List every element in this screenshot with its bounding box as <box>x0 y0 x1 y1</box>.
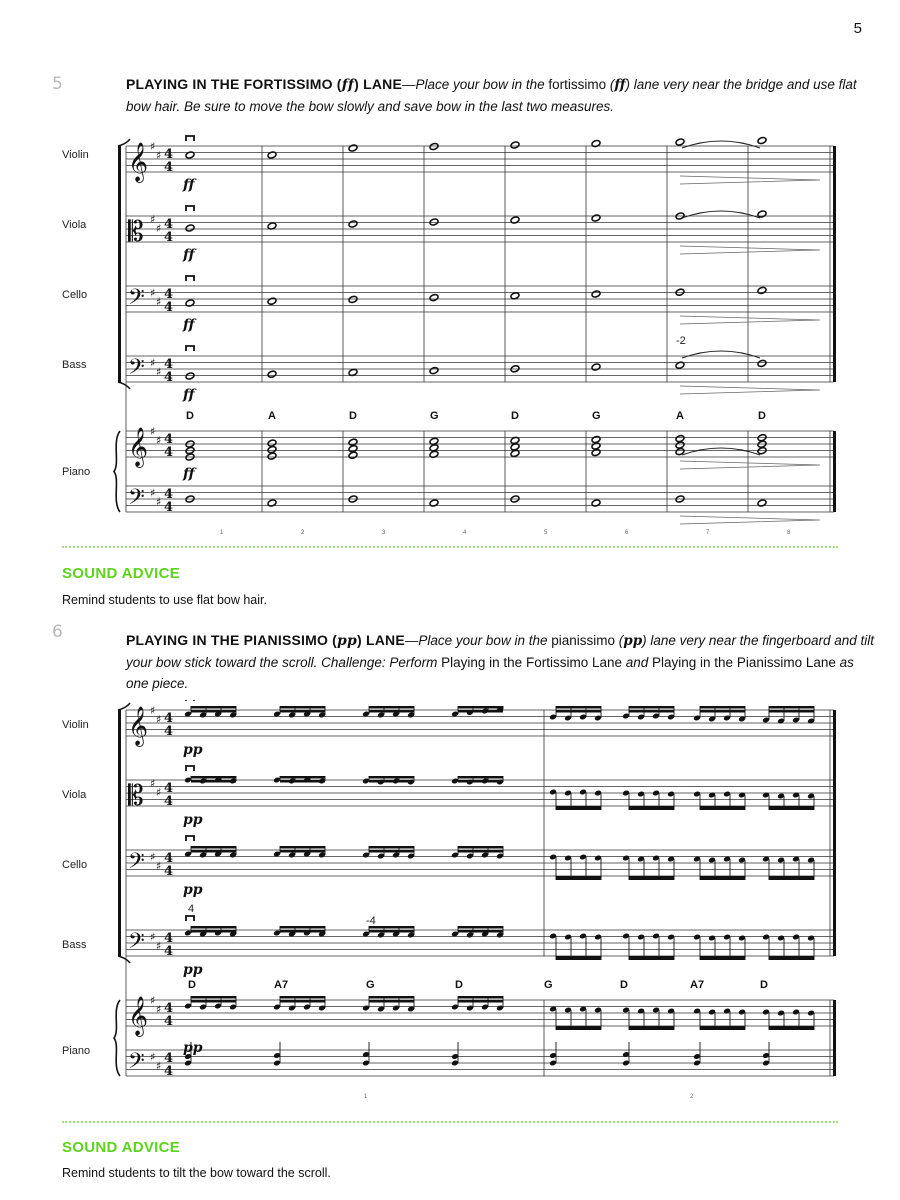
bass-clef: 𝄢 <box>128 1049 145 1079</box>
note-beam <box>700 956 745 959</box>
note-beam <box>700 706 745 709</box>
sharp-c: ♯ <box>156 859 162 873</box>
time-sig-top: 4 <box>164 217 174 232</box>
whole-note <box>675 435 685 443</box>
note-beam <box>369 706 414 709</box>
bass-clef: 𝄢 <box>128 485 145 515</box>
note-beam <box>280 1000 325 1003</box>
final-barline <box>833 431 836 512</box>
note-beam <box>458 930 503 933</box>
down-bow-icon <box>186 136 194 141</box>
time-sig-bottom: 4 <box>164 864 174 879</box>
whole-note <box>510 141 520 149</box>
dynamic-marking: pp <box>183 962 203 978</box>
note-beam <box>369 846 414 849</box>
exercise-6-number: 6 <box>52 622 63 642</box>
note-beam <box>700 710 745 713</box>
time-sig-bottom: 4 <box>164 160 174 175</box>
time-sig-top: 4 <box>164 711 174 726</box>
bass-clef: 𝄢 <box>128 929 145 959</box>
time-sig-top: 4 <box>164 357 174 372</box>
decrescendo-hairpin <box>680 316 820 324</box>
whole-note <box>675 138 685 146</box>
treble-clef: 𝄞 <box>128 142 149 182</box>
chord-symbol: A <box>268 410 276 422</box>
dynamic-marking: ff <box>183 177 195 193</box>
alto-clef: 𝄡 <box>128 779 144 812</box>
note-beam <box>458 1000 503 1003</box>
bass-clef: 𝄢 <box>128 849 145 879</box>
dynamic-marking: pp <box>183 882 203 898</box>
time-sig-top: 4 <box>164 781 174 796</box>
instrument-label-bass: Bass <box>62 359 87 371</box>
measure-number: 8 <box>787 530 791 536</box>
note-beam <box>629 956 674 959</box>
time-sig-top: 4 <box>164 287 174 302</box>
instrument-label-cello: Cello <box>62 289 88 301</box>
piano-brace <box>114 1000 120 1076</box>
fingering-number: -4 <box>366 915 376 927</box>
note-beam <box>369 850 414 853</box>
measure-number: 2 <box>690 1094 694 1100</box>
down-bow-icon <box>186 276 194 281</box>
note-beam <box>700 876 745 879</box>
piano-brace <box>114 431 120 512</box>
whole-note <box>185 372 195 380</box>
note-beam <box>191 996 236 999</box>
note-beam <box>458 706 503 709</box>
sharp-f: ♯ <box>150 930 156 944</box>
string-bracket <box>118 710 121 956</box>
chord-symbol: D <box>620 979 628 991</box>
exercise-6-score <box>0 700 900 1120</box>
final-barline <box>833 146 836 382</box>
instrument-label-cello: Cello <box>62 859 88 871</box>
exercise-6-description: —Place your bow in the pianissimo (pp) lane very near the fingerboard and tilt your bow stick toward the scroll. Challenge: Perform Playing in the Fortissimo Lane and Playing in the Pianissimo Lane as one piece. <box>126 633 875 691</box>
exercise-5-number: 5 <box>52 74 63 94</box>
sharp-f: ♯ <box>150 994 156 1007</box>
time-sig-top: 4 <box>164 1001 174 1016</box>
note-beam <box>458 776 503 779</box>
measure-number: 1 <box>364 1094 368 1100</box>
chord-symbol: A7 <box>690 979 705 991</box>
down-bow-icon <box>186 700 194 701</box>
sharp-c: ♯ <box>156 434 162 447</box>
sharp-c: ♯ <box>156 786 162 800</box>
chord-symbol: A <box>676 410 684 422</box>
whole-note <box>591 214 601 222</box>
sharp-c: ♯ <box>156 939 162 953</box>
exercise-5-heading <box>126 74 876 117</box>
whole-note <box>757 210 767 218</box>
sound-advice-text: Remind students to use flat bow hair. <box>62 593 267 607</box>
note-beam <box>458 780 503 783</box>
time-sig-bottom: 4 <box>164 230 174 245</box>
note-beam <box>458 710 503 713</box>
time-sig-bottom: 4 <box>164 300 174 315</box>
sharp-f: ♯ <box>150 777 156 791</box>
chord-symbol: D <box>758 410 766 422</box>
instrument-label-bass: Bass <box>62 939 87 951</box>
note-beam <box>769 956 814 959</box>
measure-number: 2 <box>301 530 305 536</box>
time-sig-top: 4 <box>164 147 174 162</box>
exercise-5-title: PLAYING IN THE FORTISSIMO (ff) LANE <box>126 76 403 93</box>
time-sig-bottom: 4 <box>164 794 174 809</box>
treble-clef: 𝄞 <box>128 427 149 467</box>
note-beam <box>769 1026 814 1029</box>
time-sig-bottom: 4 <box>164 1064 174 1079</box>
instrument-label-piano: Piano <box>62 466 91 478</box>
note-beam <box>556 1026 601 1029</box>
sharp-f: ♯ <box>150 140 156 153</box>
time-sig-top: 4 <box>164 432 174 447</box>
note-beam <box>191 710 236 713</box>
whole-note <box>267 297 277 305</box>
note-beam <box>280 780 325 783</box>
divider <box>62 546 838 548</box>
whole-note <box>348 144 358 152</box>
chord-symbol: D <box>349 410 357 422</box>
time-sig-top: 4 <box>164 931 174 946</box>
dynamic-marking: ff <box>183 317 195 333</box>
chord-symbol: A7 <box>274 979 289 991</box>
down-bow-icon <box>186 206 194 211</box>
note-beam <box>280 710 325 713</box>
note-beam <box>629 706 674 709</box>
divider <box>62 1121 838 1123</box>
measure-number: 6 <box>625 530 629 536</box>
chord-symbol: G <box>366 979 375 991</box>
note-beam <box>458 846 503 849</box>
note-beam <box>556 806 601 809</box>
instrument-label-piano: Piano <box>62 1045 91 1057</box>
whole-note <box>510 292 520 300</box>
note-beam <box>369 930 414 933</box>
whole-note <box>267 439 277 447</box>
note-beam <box>556 706 601 709</box>
fingering-number: -2 <box>676 335 686 347</box>
note-beam <box>458 996 503 999</box>
measure-number: 7 <box>706 530 710 536</box>
sharp-f: ♯ <box>150 425 156 438</box>
note-beam <box>369 996 414 999</box>
whole-note <box>591 435 601 443</box>
instrument-label-violin: Violin <box>62 719 89 731</box>
note-beam <box>280 846 325 849</box>
decrescendo-hairpin <box>680 246 820 254</box>
whole-note <box>429 294 439 302</box>
sound-advice-title: SOUND ADVICE <box>62 565 181 582</box>
exercise-6-title: PLAYING IN THE PIANISSIMO (pp) LANE <box>126 632 405 649</box>
chord-symbol: G <box>592 410 601 422</box>
time-sig-bottom: 4 <box>164 944 174 959</box>
note-beam <box>369 776 414 779</box>
time-sig-top: 4 <box>164 1051 174 1066</box>
whole-note <box>348 295 358 303</box>
note-beam <box>280 776 325 779</box>
decrescendo-hairpin <box>680 386 820 394</box>
fingering-number: 4 <box>188 903 195 915</box>
treble-clef: 𝄞 <box>128 996 149 1036</box>
note-beam <box>191 926 236 929</box>
sound-advice-text: Remind students to tilt the bow toward the scroll. <box>62 1166 331 1180</box>
chord-symbol: D <box>186 410 194 422</box>
chord-symbol: D <box>455 979 463 991</box>
sharp-c: ♯ <box>156 1003 162 1016</box>
note-beam <box>458 926 503 929</box>
sharp-f: ♯ <box>150 704 156 717</box>
note-beam <box>280 706 325 709</box>
sharp-c: ♯ <box>156 222 162 236</box>
note-beam <box>191 1000 236 1003</box>
dynamic-marking: pp <box>183 1040 203 1056</box>
note-beam <box>556 956 601 959</box>
final-barline <box>833 1000 836 1076</box>
whole-note <box>185 224 195 232</box>
down-bow-icon <box>186 766 194 771</box>
whole-note <box>348 438 358 446</box>
instrument-label-viola: Viola <box>62 789 87 801</box>
whole-note <box>429 142 439 150</box>
note-beam <box>369 1000 414 1003</box>
note-beam <box>191 780 236 783</box>
instrument-label-viola: Viola <box>62 219 87 231</box>
note-beam <box>629 876 674 879</box>
note-beam <box>556 710 601 713</box>
dynamic-marking: ff <box>183 466 195 482</box>
note-beam <box>769 806 814 809</box>
note-beam <box>769 706 814 709</box>
sharp-f: ♯ <box>150 356 156 370</box>
time-sig-bottom: 4 <box>164 445 174 460</box>
note-beam <box>369 710 414 713</box>
note-beam <box>191 776 236 779</box>
exercise-5-staff-system <box>0 130 900 540</box>
whole-note <box>757 286 767 294</box>
note-beam <box>769 710 814 713</box>
instrument-label-violin: Violin <box>62 149 89 161</box>
whole-note <box>591 363 601 371</box>
note-beam <box>191 846 236 849</box>
bass-clef: 𝄢 <box>128 355 145 385</box>
sharp-f: ♯ <box>150 286 156 300</box>
note-beam <box>191 706 236 709</box>
exercise-6-heading <box>126 630 876 694</box>
bass-clef: 𝄢 <box>128 285 145 315</box>
sharp-c: ♯ <box>156 295 162 309</box>
measure-number: 3 <box>382 530 386 536</box>
note-beam <box>369 780 414 783</box>
time-sig-bottom: 4 <box>164 724 174 739</box>
exercise-5-score <box>0 130 900 540</box>
time-sig-top: 4 <box>164 487 174 502</box>
sharp-f: ♯ <box>150 486 156 500</box>
dynamic-marking: pp <box>183 812 203 828</box>
sharp-c: ♯ <box>156 1059 162 1073</box>
time-sig-top: 4 <box>164 851 174 866</box>
sharp-f: ♯ <box>150 1050 156 1064</box>
alto-clef: 𝄡 <box>128 215 144 248</box>
whole-note <box>429 367 439 375</box>
time-sig-bottom: 4 <box>164 1014 174 1029</box>
note-beam <box>458 850 503 853</box>
note-beam <box>629 1026 674 1029</box>
sound-advice-title: SOUND ADVICE <box>62 1139 181 1156</box>
measure-number: 5 <box>544 530 548 536</box>
exercise-5-description: —Place your bow in the fortissimo (ff) lane very near the bridge and use flat bow hair. Be sure to move the bow slowly and save bow in the last two measures. <box>126 77 857 114</box>
note-beam <box>191 930 236 933</box>
note-beam <box>191 850 236 853</box>
whole-note <box>429 218 439 226</box>
down-bow-icon <box>186 346 194 351</box>
note-beam <box>280 930 325 933</box>
note-beam <box>769 876 814 879</box>
sharp-c: ♯ <box>156 495 162 509</box>
chord-symbol: G <box>544 979 553 991</box>
whole-note <box>267 370 277 378</box>
sharp-c: ♯ <box>156 149 162 162</box>
chord-symbol: G <box>430 410 439 422</box>
measure-number: 1 <box>220 530 224 536</box>
sharp-c: ♯ <box>156 365 162 379</box>
dynamic-marking: pp <box>183 742 203 758</box>
decrescendo-hairpin <box>680 516 820 524</box>
sharp-f: ♯ <box>150 850 156 864</box>
note-beam <box>700 806 745 809</box>
whole-note <box>591 290 601 298</box>
whole-note <box>757 359 767 367</box>
note-beam <box>700 1026 745 1029</box>
note-beam <box>280 926 325 929</box>
whole-note <box>348 220 358 228</box>
note-beam <box>556 876 601 879</box>
chord-symbol: D <box>188 979 196 991</box>
down-bow-icon <box>186 836 194 841</box>
page-number: 5 <box>853 20 862 37</box>
exercise-6-staff-system <box>0 700 900 1120</box>
sharp-f: ♯ <box>150 213 156 227</box>
decrescendo-hairpin <box>680 461 820 469</box>
time-sig-bottom: 4 <box>164 370 174 385</box>
dynamic-marking: ff <box>183 247 195 263</box>
whole-note <box>757 136 767 144</box>
treble-clef: 𝄞 <box>128 706 149 746</box>
final-barline <box>833 710 836 956</box>
chord-symbol: D <box>511 410 519 422</box>
sharp-c: ♯ <box>156 713 162 726</box>
note-beam <box>629 710 674 713</box>
time-sig-bottom: 4 <box>164 500 174 515</box>
chord-symbol: D <box>760 979 768 991</box>
note-beam <box>280 996 325 999</box>
note-beam <box>629 806 674 809</box>
note-beam <box>280 850 325 853</box>
measure-number: 4 <box>463 530 467 536</box>
down-bow-icon <box>186 916 194 921</box>
string-bracket <box>118 146 121 382</box>
dynamic-marking: ff <box>183 387 195 403</box>
decrescendo-hairpin <box>680 176 820 184</box>
